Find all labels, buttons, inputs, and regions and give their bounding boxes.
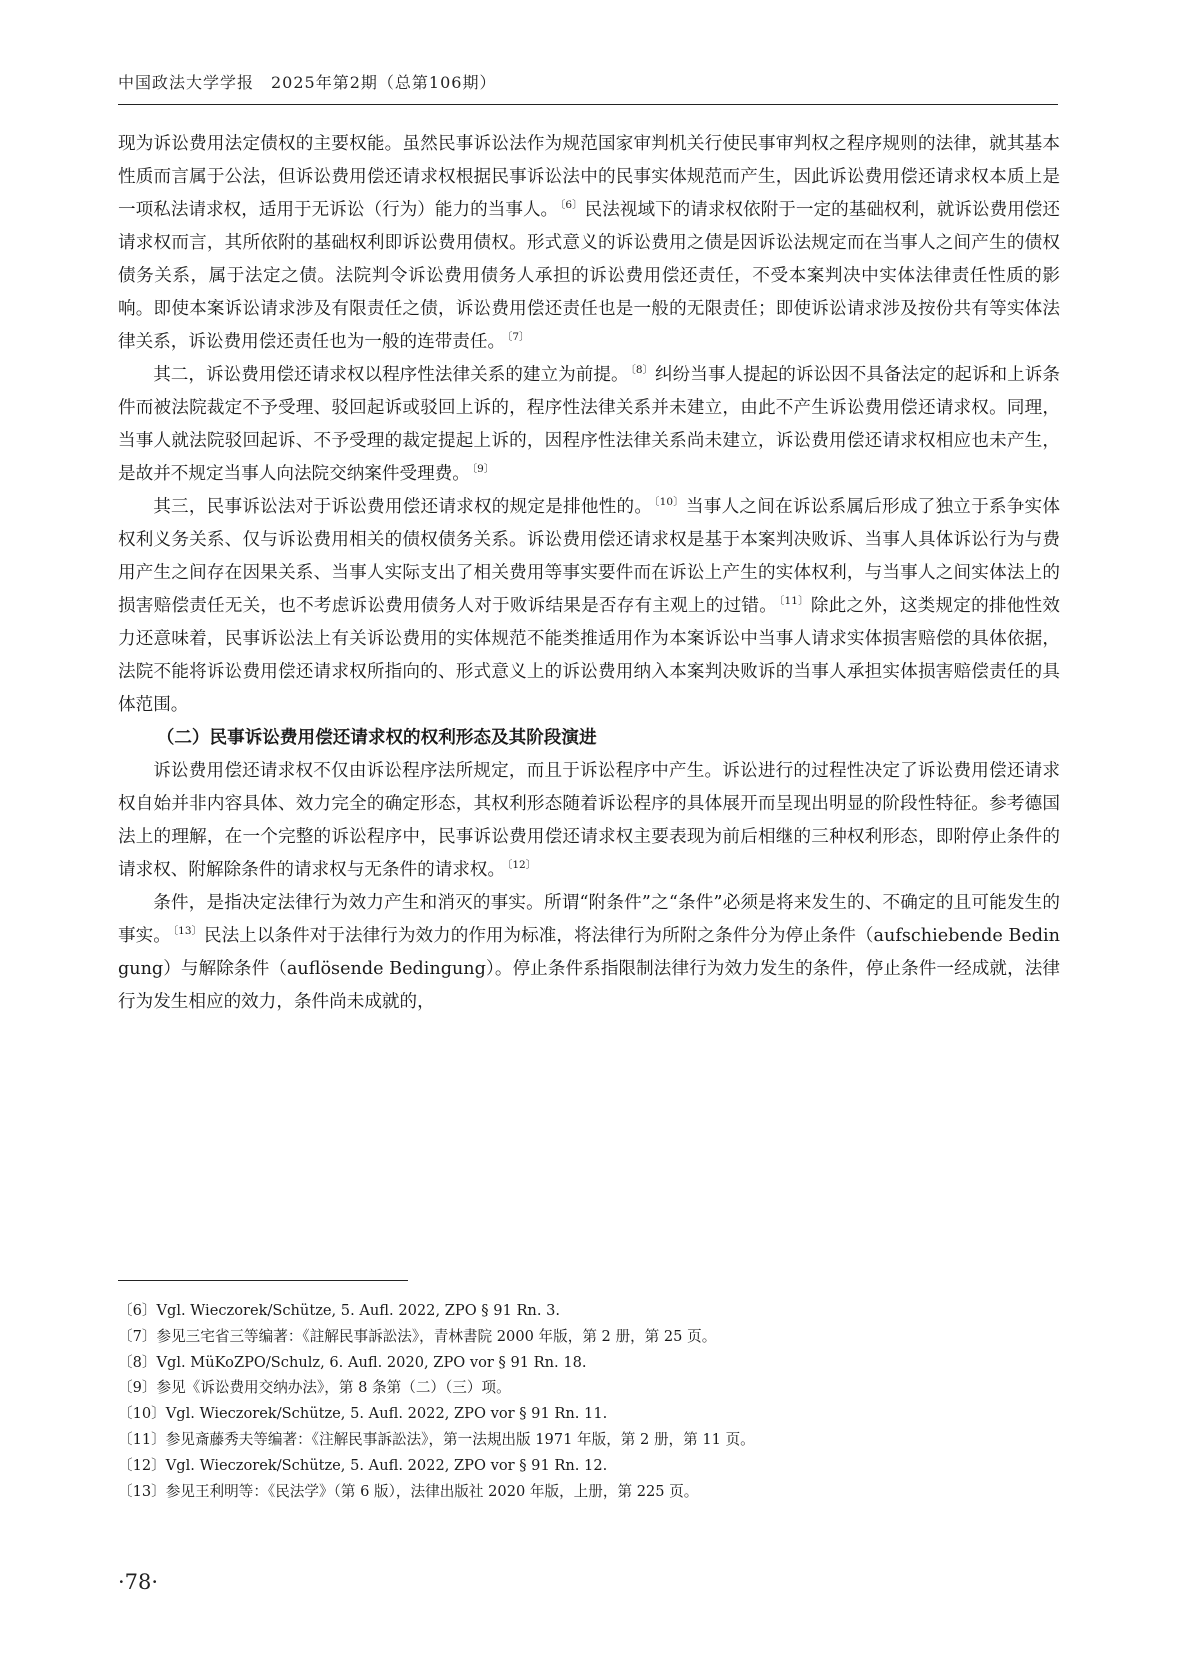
paragraph-text: 条件，是指决定法律行为效力产生和消灭的事实。所谓“附条件”之“条件”必须是将来发生的、不确定的且可能发生的事实。 [118,893,1060,946]
paragraph-text: 纠纷当事人提起的诉讼因不具备法定的起诉和上诉条件而被法院裁定不予受理、驳回起诉或驳回上诉的，程序性法律关系并未建立，由此不产生诉讼费用偿还请求权。同理，当事人就法院驳回起诉、不予受理的裁定提起上诉的，因程序性法律关系尚未建立，诉讼费用偿还请求权相应也未产生，是故并不规定当事人向法院交纳案件受理费。 [118,365,1060,484]
paragraph-text: 现为诉讼费用法定债权的主要权能。虽然民事诉讼法作为规范国家审判机关行使民事审判权之程序规则的法律，就其基本性质而言属于公法，但诉讼费用偿还请求权根据民事诉讼法中的民事实体规范而产生，因此诉讼费用偿还请求权本质上是一项私法请求权，适用于无诉讼（行为）能力的当事人。 [118,134,1060,220]
footnote-item: 〔11〕参见斎藤秀夫等编著：《注解民事訴訟法》，第一法規出版 1971 年版，第 2 册，第 11 页。 [118,1430,755,1448]
body-paragraph [118,128,1060,359]
footnote-ref[interactable]: 〔10〕 [654,496,684,509]
paragraph-text: 民法上以条件对于法律行为效力的作用为标准，将法律行为所附之条件分为停止条件（aufschiebende Bedingung）与解除条件（auflösende Bedingung）。停止条件系指限制法律行为效力发生的条件，停止条件一经成就，法律行为发生相应的效力，条件尚未成就的， [118,926,1060,1012]
paragraph-text: 当事人之间在诉讼系属后形成了独立于系争实体权利义务关系、仅与诉讼费用相关的债权债务关系。诉讼费用偿还请求权是基于本案判决败诉、当事人具体诉讼行为与费用产生之间存在因果关系、当事人实际支出了相关费用等事实要件而在诉讼上产生的实体权利，与当事人之间实体法上的损害赔偿责任无关，也不考虑诉讼费用债务人对于败诉结果是否存有主观上的过错。 [118,497,1060,616]
footnotes [118,1298,1058,1504]
section-heading: （二）民事诉讼费用偿还请求权的权利形态及其阶段演进 [156,728,597,748]
footnote-ref[interactable]: 〔8〕 [630,364,654,377]
footnote-item: 〔7〕参见三宅省三等编著：《註解民事訴訟法》，青林書院 2000 年版，第 2 册，第 25 页。 [118,1327,717,1345]
header-rule [118,104,1058,105]
footnote-item: 〔6〕Vgl. Wieczorek/Schütze, 5. Aufl. 2022, ZPO § 91 Rn. 3. [118,1302,561,1319]
paragraph-text: 其二，诉讼费用偿还请求权以程序性法律关系的建立为前提。 [153,365,629,385]
paragraph-text: 其三，民事诉讼法对于诉讼费用偿还请求权的规定是排他性的。 [153,497,653,517]
paragraph-text: 诉讼费用偿还请求权不仅由诉讼程序法所规定，而且于诉讼程序中产生。诉讼进行的过程性决定了诉讼费用偿还请求权自始并非内容具体、效力完全的确定形态，其权利形态随着诉讼程序的具体展开而呈现出明显的阶段性特征。参考德国法上的理解，在一个完整的诉讼程序中，民事诉讼费用偿还请求权主要表现为前后相继的三种权利形态，即附停止条件的请求权、附解除条件的请求权与无条件的请求权。 [118,761,1060,880]
article-body [118,128,1060,1019]
footnote-item: 〔13〕参见王利明等：《民法学》（第 6 版），法律出版社 2020 年版，上册，第 225 页。 [118,1482,699,1500]
footnote-item: 〔12〕Vgl. Wieczorek/Schütze, 5. Aufl. 2022, ZPO vor § 91 Rn. 12. [118,1456,608,1474]
footnote-item: 〔8〕Vgl. MüKoZPO/Schulz, 6. Aufl. 2020, ZPO vor § 91 Rn. 18. [118,1353,587,1371]
paragraph-text: 民法视域下的请求权依附于一定的基础权利，就诉讼费用偿还请求权而言，其所依附的基础权利即诉讼费用债权。形式意义的诉讼费用之债是因诉讼法规定而在当事人之间产生的债权债务关系，属于法定之债。法院判令诉讼费用债务人承担的诉讼费用偿还责任，不受本案判决中实体法律责任性质的影响。即使本案诉讼请求涉及有限责任之债，诉讼费用偿还责任也是一般的无限责任；即使诉讼请求涉及按份共有等实体法律关系，诉讼费用偿还责任也为一般的连带责任。 [118,200,1060,352]
page-number: ·78· [118,1570,159,1594]
paragraph-text: 除此之外，这类规定的排他性效力还意味着，民事诉讼法上有关诉讼费用的实体规范不能类推适用作为本案诉讼中当事人请求实体损害赔偿的具体依据，法院不能将诉讼费用偿还请求权所指向的、形式意义上的诉讼费用纳入本案判决败诉的当事人承担实体损害赔偿责任的具体范围。 [118,596,1060,715]
footnote-ref[interactable]: 〔9〕 [471,463,495,476]
body-paragraph [118,359,1060,491]
body-paragraph [118,755,1060,887]
body-paragraph [118,491,1060,722]
footnote-ref[interactable]: 〔13〕 [172,925,203,938]
body-paragraph [118,887,1060,1019]
footnote-rule [118,1280,408,1281]
footnote-ref[interactable]: 〔6〕 [560,199,583,212]
footnote-item: 〔9〕参见《诉讼费用交纳办法》，第 8 条第（二）（三）项。 [118,1379,511,1397]
running-header: 中国政法大学学报 2025年第2期（总第106期） [118,73,497,92]
footnote-ref[interactable]: 〔11〕 [779,595,809,608]
footnote-ref[interactable]: 〔12〕 [507,859,537,872]
footnote-ref[interactable]: 〔7〕 [507,331,530,344]
footnote-item: 〔10〕Vgl. Wieczorek/Schütze, 5. Aufl. 2022, ZPO vor § 91 Rn. 11. [118,1405,608,1423]
